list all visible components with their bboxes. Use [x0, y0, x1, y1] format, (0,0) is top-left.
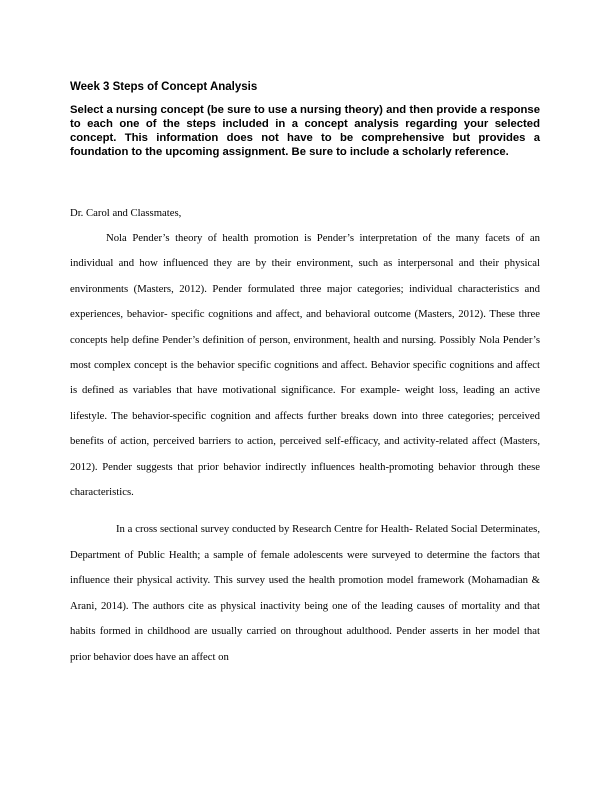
salutation: Dr. Carol and Classmates, — [70, 207, 182, 219]
paragraph-1: Nola Pender’s theory of health promotion is Pender’s interpretation of the many facets of an individual and how influenced they are by their environment, such as interpersonal and their physical environments (Masters, 2012). Pender formulated three major categories; individual characteristics and experiences, behavior- specific cognitions and affect, and behavioral outcome (Masters, 2012). These three concepts help define Pender’s definition of person, environment, health and nursing. Possibly Nola Pender’s most complex concept is the behavior specific cognitions and affect. Behavior specific cognitions and affect is defined as variables that have motivational significance. For example- weight loss, leading an active lifestyle. The behavior-specific cognition and affects further breaks down into three categories; perceived benefits of action, perceived barriers to action, perceived self-efficacy, and activity-related affect (Masters, 2012). Pender suggests that prior behavior indirectly influences health-promoting behavior through these characteristics. — [70, 232, 540, 499]
paragraph-2: In a cross sectional survey conducted by Research Centre for Health- Related Social Determinates, Department of Public Health; a sample of female adolescents were surveyed to determine the factors that influence their physical activity. This survey used the health promotion model framework (Mohamadian & Arani, 2014). The authors cite as physical inactivity being one of the leading causes of mortality and that habits formed in childhood are usually carried on throughout adulthood. Pender asserts in her model that prior behavior does have an affect on — [70, 523, 540, 663]
response-body — [70, 201, 540, 670]
document-title: Week 3 Steps of Concept Analysis — [70, 81, 258, 93]
assignment-prompt: Select a nursing concept (be sure to use a nursing theory) and then provide a response to each one of the steps included in a concept analysis regarding your selected concept. This information does not have to be comprehensive but provides a foundation to the upcoming assignment. Be sure to include a scholarly reference. — [70, 104, 540, 158]
